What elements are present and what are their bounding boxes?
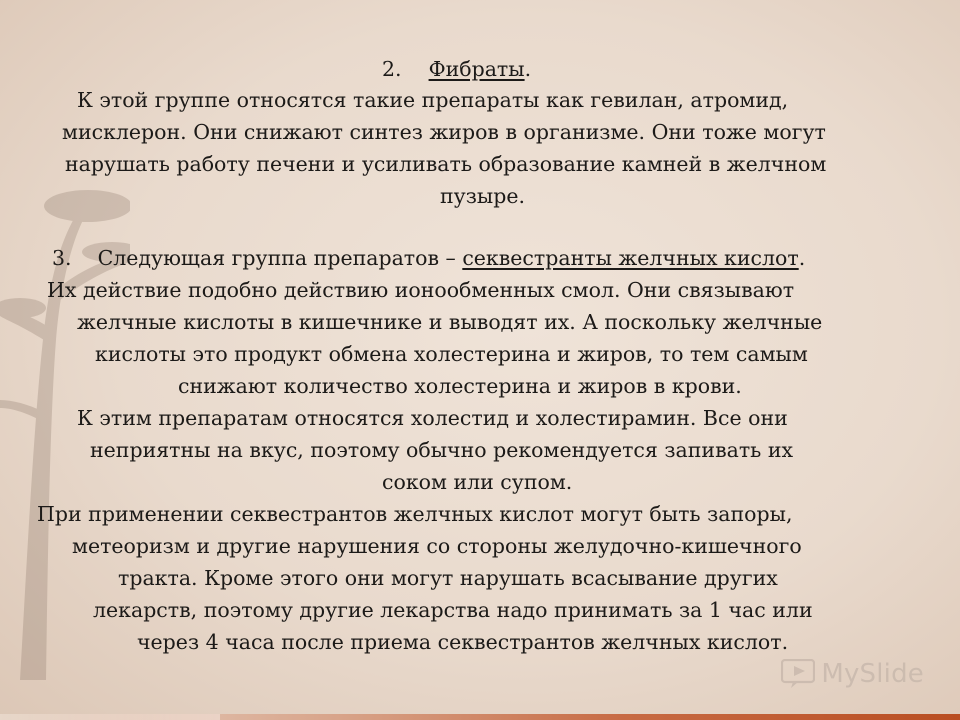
para3-line	[93, 595, 813, 625]
para2-line-1: К этой группе относятся такие препараты как гевилан, атромид,	[77, 88, 789, 112]
item-2-heading	[382, 54, 531, 84]
para3-line	[382, 467, 572, 497]
para2-line	[62, 117, 826, 147]
para3-line	[77, 307, 822, 337]
para3-line-10: тракта. Кроме этого они могут нарушать всасывание других	[118, 566, 778, 590]
para3-line-9: метеоризм и другие нарушения со стороны желудочно-кишечного	[72, 534, 802, 558]
para3-line-12: через 4 часа после приема секвестрантов желчных кислот.	[137, 630, 789, 654]
para3-line	[118, 563, 778, 593]
myslide-logo-icon	[781, 659, 815, 689]
bottom-accent-highlight	[0, 714, 220, 720]
item-3-text: Следующая группа препаратов –	[97, 246, 463, 270]
item-2-title: Фибраты	[428, 57, 525, 81]
para2-line	[77, 85, 788, 115]
item-3-heading	[52, 243, 805, 273]
para3-line-6: неприятны на вкус, поэтому обычно рекомендуется запивать их	[90, 438, 794, 462]
para3-line	[37, 499, 792, 529]
para2-line-3: нарушать работу печени и усиливать образование камней в желчном	[65, 152, 827, 176]
para3-line	[178, 371, 742, 401]
para3-line	[47, 275, 794, 305]
watermark-text: MySlide	[821, 659, 924, 689]
para2-line	[65, 149, 826, 179]
para3-line	[77, 403, 788, 433]
item-3-title-punct: .	[798, 246, 806, 270]
item-3-title: секвестранты желчных кислот	[462, 246, 799, 270]
para3-line-7: соком или супом.	[382, 470, 573, 494]
para2-line	[440, 181, 525, 211]
para3-line-3: кислоты это продукт обмена холестерина и жиров, то тем самым	[95, 342, 808, 366]
para3-line	[90, 435, 793, 465]
para3-line	[72, 531, 802, 561]
para3-line-5: К этим препаратам относятся холестид и холестирамин. Все они	[77, 406, 788, 430]
para3-line-8: При применении секвестрантов желчных кислот могут быть запоры,	[37, 502, 793, 526]
para3-line-4: снижают количество холестерина и жиров в крови.	[178, 374, 742, 398]
item-2-title-punct: .	[524, 57, 532, 81]
para3-line-2: желчные кислоты в кишечнике и выводят их. А поскольку желчные	[77, 310, 823, 334]
para3-line-1: Их действие подобно действию ионообменных смол. Они связывают	[47, 278, 795, 302]
item-2-number: 2.	[382, 57, 402, 81]
para3-line-11: лекарств, поэтому другие лекарства надо принимать за 1 час или	[93, 598, 813, 622]
para3-line	[137, 627, 788, 657]
watermark	[781, 658, 924, 690]
item-3-number: 3.	[52, 246, 72, 270]
para2-line-4: пузыре.	[440, 184, 525, 208]
para2-line-2: мисклерон. Они снижают синтез жиров в организме. Они тоже могут	[62, 120, 826, 144]
para3-line	[95, 339, 808, 369]
